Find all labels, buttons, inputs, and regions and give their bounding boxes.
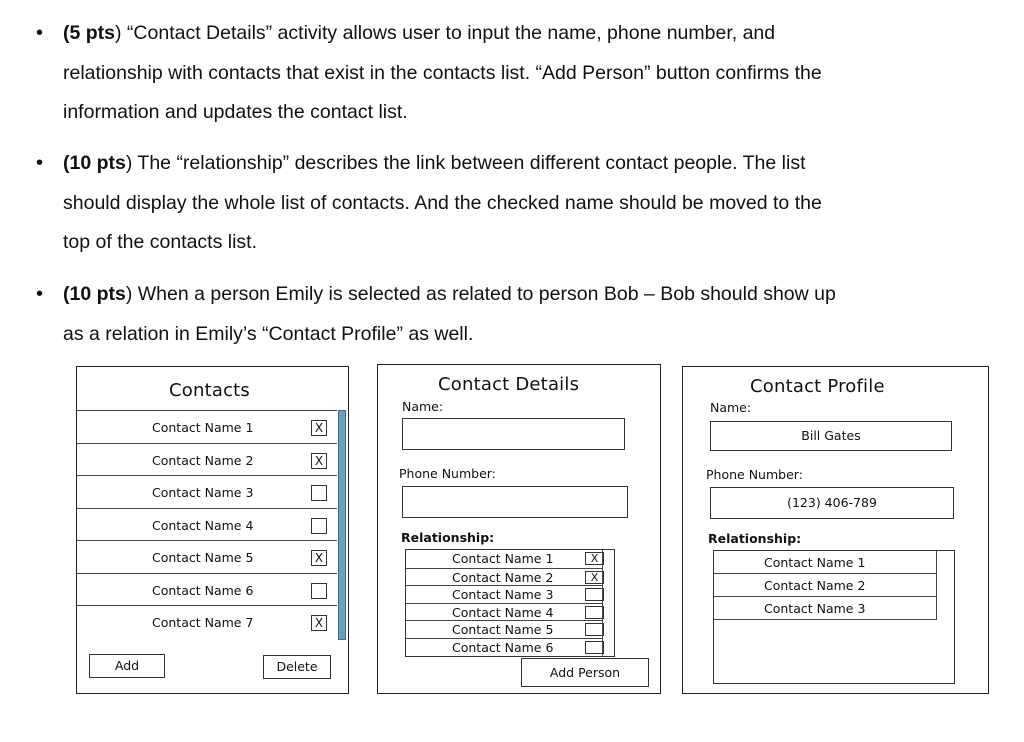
name-input[interactable] bbox=[402, 418, 625, 450]
bullet-line: top of the contacts list. bbox=[63, 231, 258, 253]
contact-checkbox[interactable]: X bbox=[311, 550, 327, 566]
delete-button[interactable]: Delete bbox=[263, 655, 331, 679]
contact-row[interactable] bbox=[77, 443, 337, 476]
contact-name-label: Contact Name 1 bbox=[152, 420, 254, 435]
bullet-item bbox=[36, 144, 963, 263]
relationship-list[interactable] bbox=[405, 549, 615, 657]
profile-relationship-row bbox=[714, 597, 937, 620]
contacts-scrollbar[interactable] bbox=[338, 410, 346, 640]
bullet-line: relationship with contacts that exist in the contacts list. “Add Person” button confirms the bbox=[63, 61, 822, 84]
relationship-row[interactable] bbox=[406, 550, 602, 567]
bullet-item bbox=[36, 14, 963, 133]
relationship-label: Relationship: bbox=[401, 530, 495, 545]
contact-name-label: Contact Name 5 bbox=[152, 550, 254, 565]
bullet-line: (10 pts) The “relationship” describes the link between different contact people. The list bbox=[63, 152, 806, 174]
contact-checkbox[interactable]: X bbox=[311, 615, 327, 631]
bullet-line: (10 pts) When a person Emily is selected as related to person Bob – Bob should show up bbox=[63, 283, 836, 305]
relationship-checkbox[interactable]: X bbox=[585, 571, 604, 584]
contact-row[interactable] bbox=[77, 573, 337, 606]
contact-checkbox[interactable]: X bbox=[311, 420, 327, 436]
bullet-dot-icon: • bbox=[36, 22, 44, 44]
bullet-line: (5 pts) “Contact Details” activity allows user to input the name, phone number, and bbox=[63, 22, 776, 44]
profile-phone-value: (123) 406-789 bbox=[710, 487, 954, 519]
relationship-name-label: Contact Name 5 bbox=[452, 622, 554, 637]
relationship-name-label: Contact Name 1 bbox=[452, 551, 554, 566]
bullet-item bbox=[36, 275, 963, 354]
contacts-title: Contacts bbox=[169, 380, 251, 401]
name-label: Name: bbox=[402, 399, 444, 414]
bullet-line: should display the whole list of contacts. And the checked name should be moved to the bbox=[63, 191, 822, 214]
relationship-row[interactable] bbox=[406, 603, 602, 621]
relationship-checkbox[interactable]: X bbox=[585, 552, 604, 565]
contact-name-label: Contact Name 4 bbox=[152, 517, 254, 533]
profile-relationship-row bbox=[714, 551, 937, 574]
contact-checkbox[interactable] bbox=[311, 485, 327, 501]
relationship-name-label: Contact Name 4 bbox=[452, 604, 554, 620]
relationship-list-divider bbox=[602, 550, 603, 656]
profile-relationship-label: Relationship: bbox=[708, 531, 802, 546]
contact-row[interactable] bbox=[77, 605, 337, 638]
contact-profile-title: Contact Profile bbox=[750, 376, 885, 397]
relationship-name-label: Contact Name 3 bbox=[452, 587, 554, 602]
contact-checkbox[interactable] bbox=[311, 518, 327, 534]
contact-profile-panel bbox=[682, 366, 989, 694]
phone-input[interactable] bbox=[402, 486, 628, 518]
contact-row[interactable] bbox=[77, 475, 337, 508]
profile-name-label: Name: bbox=[710, 400, 752, 415]
relationship-row[interactable] bbox=[406, 568, 602, 586]
profile-relationship-list bbox=[713, 550, 955, 684]
contacts-panel bbox=[76, 366, 349, 694]
contact-name-label: Contact Name 6 bbox=[152, 582, 254, 598]
add-person-button[interactable]: Add Person bbox=[521, 658, 649, 687]
bullet-dot-icon: • bbox=[36, 283, 44, 305]
profile-relationship-label-text: Contact Name 2 bbox=[764, 578, 866, 593]
contact-row[interactable] bbox=[77, 410, 337, 443]
relationship-name-label: Contact Name 2 bbox=[452, 569, 554, 585]
contact-name-label: Contact Name 2 bbox=[152, 452, 254, 468]
relationship-row[interactable] bbox=[406, 638, 602, 656]
bullet-line: as a relation in Emily’s “Contact Profile” as well. bbox=[63, 322, 474, 345]
relationship-row[interactable] bbox=[406, 585, 602, 603]
profile-relationship-row bbox=[714, 574, 937, 597]
phone-label: Phone Number: bbox=[399, 466, 496, 481]
contact-row[interactable] bbox=[77, 508, 337, 541]
contact-checkbox[interactable] bbox=[311, 583, 327, 599]
relationship-row[interactable] bbox=[406, 620, 602, 638]
contact-details-title: Contact Details bbox=[438, 374, 580, 395]
profile-relationship-label-text: Contact Name 1 bbox=[764, 555, 866, 570]
profile-relationship-label-text: Contact Name 3 bbox=[764, 601, 866, 616]
bullet-dot-icon: • bbox=[36, 152, 44, 174]
add-button[interactable]: Add bbox=[89, 654, 165, 678]
list-bottom-divider bbox=[77, 605, 337, 606]
contact-details-panel bbox=[377, 364, 661, 694]
bullet-line: information and updates the contact list. bbox=[63, 101, 408, 123]
profile-phone-label: Phone Number: bbox=[706, 467, 803, 482]
contact-checkbox[interactable]: X bbox=[311, 453, 327, 469]
relationship-name-label: Contact Name 6 bbox=[452, 639, 554, 655]
contact-row[interactable] bbox=[77, 540, 337, 573]
profile-name-value: Bill Gates bbox=[710, 421, 952, 451]
contact-name-label: Contact Name 3 bbox=[152, 485, 254, 500]
contact-name-label: Contact Name 7 bbox=[152, 615, 254, 630]
